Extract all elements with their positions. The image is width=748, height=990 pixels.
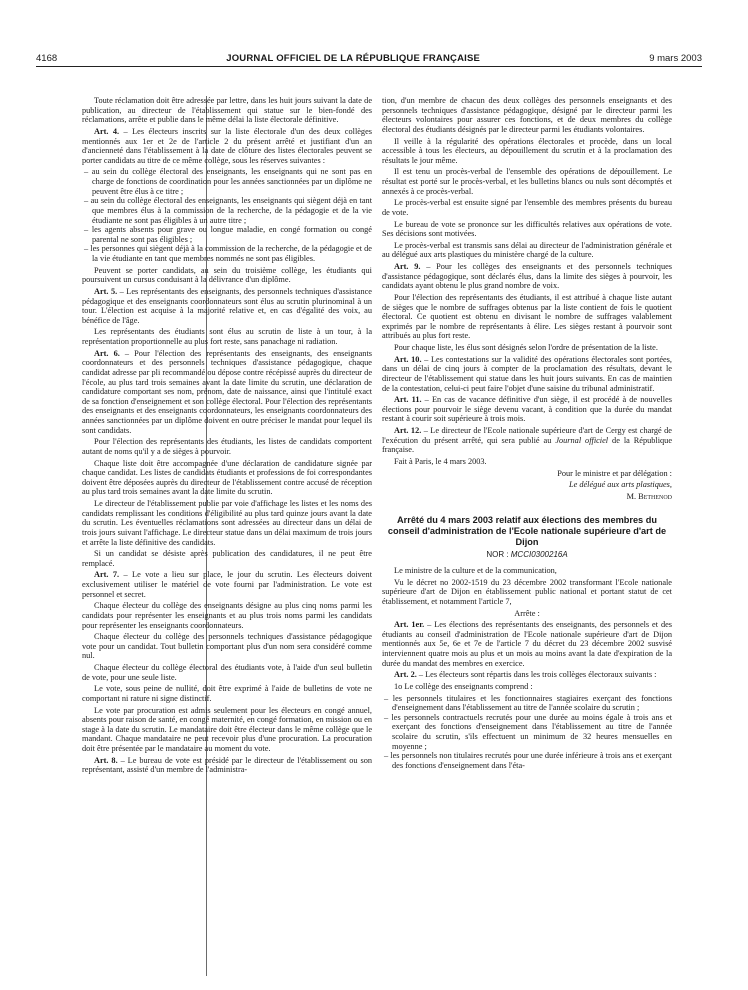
article-4: [82, 127, 372, 166]
right-column: [382, 96, 672, 773]
paragraph: tion, d'un membre de chacun des deux collèges des personnels enseignants et des personnels techniques d'assistance pédagogique, désigné par le directeur parmi les électeurs volontaires pour assurer ces fonctions, et de deux membres du collège électoral des étudiants désignés par le directeur parmi les étudiants volontaires.: [382, 96, 672, 134]
list-item: – au sein du collège électoral des enseignants, les enseignants qui ne sont pas en charge de fonctions de coordination pour les années sanctionnées par un diplôme ne peuvent être élus à ce titre ;: [82, 167, 372, 196]
article-text: – Les électeurs sont répartis dans les trois collèges électoraux suivants :: [416, 670, 657, 680]
article-number: Art. 1er.: [394, 620, 425, 630]
paragraph: Chaque liste doit être accompagnée d'une déclaration de candidature signée par chaque candidat. Les listes de candidats étudiants et professions de foi correspondantes doivent être déposées auprès du directeur de l'établissement contre accusé de réception au plus tard trois semaines avant la date limite du scrutin.: [82, 458, 372, 497]
article-4-list: [82, 167, 372, 263]
article-8: [82, 756, 372, 775]
article-12: [382, 426, 672, 455]
article-number: Art. 5.: [94, 286, 118, 296]
arrete-heading: Arrête :: [514, 608, 540, 618]
paragraph: Si un candidat se désiste après publication des candidatures, il ne peut être remplacé.: [82, 549, 372, 568]
list-item: – les agents absents pour grave ou longue maladie, en congé formation ou congé parental ne sont pas éligibles ;: [82, 225, 372, 244]
article-6: [82, 349, 372, 436]
list-item: – les personnels titulaires et les fonctionnaires stagiaires exerçant des fonctions d'enseignement dans l'établissement au titre de l'année scolaire du scrutin ;: [382, 694, 672, 713]
article-2-list: [382, 694, 672, 771]
article-5: [82, 287, 372, 326]
article-text: – Les contestations sur la validité des opérations électorales sont portées, dans un délai de cinq jours à compter de la proclamation des résultats, devant le directeur de l'établissement qui statue dans les huit jours suivants. En cas de maintien de la contestation, celui-ci peut faire l'objet d'une saisine du tribunal administratif.: [382, 354, 672, 393]
article-2: [382, 670, 672, 680]
article-text: – Pour les collèges des enseignants et des personnels techniques d'assistance pédagogique, sont déclarés élus, dans la limite des sièges à pourvoir, les candidats ayant obtenu le plus grand nombre de voix.: [382, 262, 673, 291]
article-7: [82, 570, 372, 599]
issue-date: 9 mars 2003: [649, 52, 702, 64]
paragraph: Chaque électeur du collège des personnels techniques d'assistance pédagogique vote pour un candidat. Tout bulletin comportant plus d'un nom sera considéré comme nul.: [82, 632, 372, 661]
paragraph: Chaque électeur du collège des enseignants désigne au plus cinq noms parmi les candidats pour représenter les enseignants et au plus trois noms parmi les candidats pour représenter les enseignants coordonnateurs.: [82, 601, 372, 630]
college-heading: 1o Le collège des enseignants comprend :: [394, 681, 533, 691]
article-number: Art. 10.: [394, 354, 422, 364]
paragraph: Pour chaque liste, les élus sont désignés selon l'ordre de présentation de la liste.: [394, 343, 658, 352]
paragraph: Toute réclamation doit être adressée par lettre, dans les huit jours suivant la date de publication, au directeur de l'établissement qui statue sur le bien-fondé des réclamations, arrête et publie dans le même délai la liste électorale définitive.: [82, 96, 372, 125]
article-text: – Pour l'élection des représentants des enseignants, des enseignants coordonnateurs et des personnels techniques d'assistance pédagogique, chaque candidat adresse par pli recommandé ou dépose contre récépissé auprès du directeur de l'école, au plus tard trois semaines avant la date limite du scrutin, une déclaration de candidature comportant ses nom, prénom, date de naissance, ainsi que l'intitulé exact de sa fonction d'enseignement et son collège électoral. Pour l'élection des représentants des enseignants et des enseignants coordonnateurs, les enseignants coordonnateurs des années sanctionnées par un diplôme doivent en outre préciser le mandat pour lequel ils sont candidats.: [82, 348, 372, 435]
paragraph: Le vote, sous peine de nullité, doit être exprimé à l'aide de bulletins de vote ne comportant ni rature ni signe distinctif.: [82, 684, 372, 703]
paragraph: Pour l'élection des représentants des étudiants, les listes de candidats comportent autant de noms qu'il y a de sièges à pourvoir.: [82, 437, 372, 456]
nor-reference: [382, 550, 672, 560]
paragraph: Il est tenu un procès-verbal de l'ensemble des opérations de dépouillement. Le résultat est porté sur le procès-verbal, et les bulletins blancs ou nuls sont décomptés et annexés à ce procès-verbal.: [382, 167, 672, 196]
signature-line: Pour le ministre et par délégation :: [557, 468, 672, 478]
list-item: – les personnels non titulaires recrutés pour une durée inférieure à trois ans et exerçant des fonctions d'enseignement dans l'éta-: [382, 751, 672, 770]
journal-title: JOURNAL OFFICIEL DE LA RÉPUBLIQUE FRANÇAISE: [226, 52, 481, 64]
article-text: – Le bureau de vote est présidé par le directeur de l'établissement ou son représentant, assisté d'un membre de l'administra-: [82, 755, 372, 775]
page-header: [36, 50, 702, 67]
list-item: – les personnels contractuels recrutés pour une durée au moins égale à trois ans et exerçant des fonctions d'enseignement dans l'établissement au titre de l'année scolaire du scrutin, s'ils effectuent un minimum de 32 heures mensuelles en moyenne ;: [382, 713, 672, 752]
signatory-name: M. Bethenod: [626, 491, 672, 501]
paragraph: Le procès-verbal est transmis sans délai au directeur de l'administration générale et au délégué aux arts plastiques du ministère chargé de la culture.: [382, 240, 672, 260]
paragraph: Chaque électeur du collège électoral des étudiants vote, à l'aide d'un seul bulletin de vote, pour une seule liste.: [82, 663, 372, 682]
paragraph: Le procès-verbal est ensuite signé par l'ensemble des membres présents du bureau de vote.: [382, 198, 672, 217]
visa: Vu le décret no 2002-1519 du 23 décembre 2002 transformant l'Ecole nationale supérieure d'art de Dijon en établissement public national et portant statut de cet établissement, et notamment l'article 7,: [382, 577, 672, 606]
paragraph: Le vote par procuration est admis seulement pour les électeurs en congé annuel, absents pour raison de santé, en congé maternité, en congé formation, en mission ou en stage à la date du scrutin. Le mandataire doit être électeur dans le même collège que le mandant. Chaque mandataire ne peut recevoir plus d'une procuration. La procuration doit être présentée par le mandataire au moment du vote.: [82, 705, 372, 753]
article-1: [382, 620, 672, 668]
list-item: – les personnes qui siègent déjà à la commission de la recherche, de la pédagogie et de la vie étudiante en tant que membres nommés ne sont pas éligibles.: [82, 244, 372, 263]
article-text: – Les électeurs inscrits sur la liste électorale d'un des deux collèges mentionnés aux 1er et 2e de l'article 2 du présent arrêté et justifiant d'un an d'ancienneté dans l'établissement à la date de clôture des listes électorales peuvent se porter candidats au titre de ce même collège, sous les réserves suivantes :: [82, 126, 372, 165]
article-number: Art. 9.: [394, 262, 421, 271]
article-text: – Le directeur de l'Ecole nationale supérieure d'art de Cergy est chargé de l'exécution du présent arrêté, qui sera publié au: [382, 426, 672, 445]
article-text: – Les élections des représentants des enseignants, des personnels et des étudiants au conseil d'administration de l'Ecole nationale supérieure d'art de Dijon mentionnés aux 5e, 6e et 7e de l'article 7 du décret du 23 décembre 2002 susvisé interviennent quatre mois au plus et un mois au moins avant la date d'expiration de la durée du mandat des membres en exercice.: [382, 620, 672, 668]
nor-label: NOR :: [486, 550, 511, 560]
page-number: 4168: [36, 52, 58, 64]
article-number: Art. 4.: [94, 126, 120, 136]
paragraph: Les représentants des étudiants sont élus au scrutin de liste à un tour, à la représentation proportionnelle au plus fort reste, sans panachage ni radiation.: [82, 327, 372, 346]
paragraph: Le bureau de vote se prononce sur les difficultés relatives aux opérations de vote. Ses décisions sont motivées.: [382, 219, 672, 239]
article-text: – Les représentants des enseignants, des personnels techniques d'assistance pédagogique et des enseignants coordonnateurs sont élus au scrutin plurinominal à un tour. L'élection est acquise à la majorité relative et, en cas d'égalité des voix, au bénéfice de l'âge.: [82, 286, 372, 325]
article-number: Art. 6.: [94, 348, 120, 358]
article-9: [382, 262, 672, 291]
article-number: Art. 7.: [94, 570, 120, 580]
arrete-title: Arrêté du 4 mars 2003 relatif aux élections des membres du conseil d'administration de l'Ecole nationale supérieure d'art de Dijon: [387, 515, 667, 548]
article-text: – Le vote a lieu sur place, le jour du scrutin. Les électeurs doivent exclusivement utiliser le matériel de vote fourni par l'administration. Le vote est personnel et secret.: [82, 570, 372, 599]
left-column: [82, 96, 372, 777]
article-number: Art. 11.: [394, 395, 422, 405]
paragraph: Pour l'élection des représentants des étudiants, il est attribué à chaque liste autant de sièges que le nombre de suffrages obtenus par la liste contient de fois le quotient électoral. Ce quotient est obtenu en divisant le nombre de suffrages valablement exprimés par le nombre de représentants à élire. Les sièges restant à pourvoir sont attribués au plus fort reste.: [382, 292, 672, 341]
paragraph: Le directeur de l'établissement publie par voie d'affichage les listes et les noms des candidats remplissant les conditions d'éligibilité au plus tard quinze jours avant la date du scrutin. Les éventuelles réclamations sont adressées au directeur dans un délai de trois jours suivant l'affichage. Le directeur statue dans un délai maximum de trois jours et arrête la liste définitive des candidats.: [82, 499, 372, 547]
signature-role: Le délégué aux arts plastiques,: [568, 480, 672, 490]
article-10: [382, 355, 672, 394]
minister-line: Le ministre de la culture et de la communication,: [394, 566, 557, 575]
paragraph: Peuvent se porter candidats, au sein du troisième collège, les étudiants qui poursuivent un cursus conduisant à la délivrance d'un diplôme.: [82, 265, 372, 285]
article-text-end: de la République française.: [382, 435, 672, 455]
article-number: Art. 8.: [94, 755, 118, 765]
nor-code: MCCI0300216A: [510, 550, 568, 560]
article-11: [382, 395, 672, 424]
article-number: Art. 2.: [394, 670, 417, 680]
paragraph: Il veille à la régularité des opérations électorales et procède, dans un local accessible à tous les électeurs, au dépouillement du scrutin et à la proclamation des résultats le jour même.: [382, 136, 672, 165]
signing-date: Fait à Paris, le 4 mars 2003.: [394, 456, 487, 466]
journal-name: Journal officiel: [555, 435, 609, 445]
article-text: – En cas de vacance définitive d'un siège, il est procédé à de nouvelles élections pour pourvoir le siège devenu vacant, à condition que la durée du mandat restant à courir soit supérieure à trois mois.: [382, 395, 672, 424]
list-item: – au sein du collège électoral des enseignants, les enseignants qui siègent déjà en tant que membres élus à la commission de la recherche, de la pédagogie et de la vie étudiante ne sont pas éligibles à un autre titre ;: [82, 196, 372, 225]
article-number: Art. 12.: [394, 426, 422, 435]
